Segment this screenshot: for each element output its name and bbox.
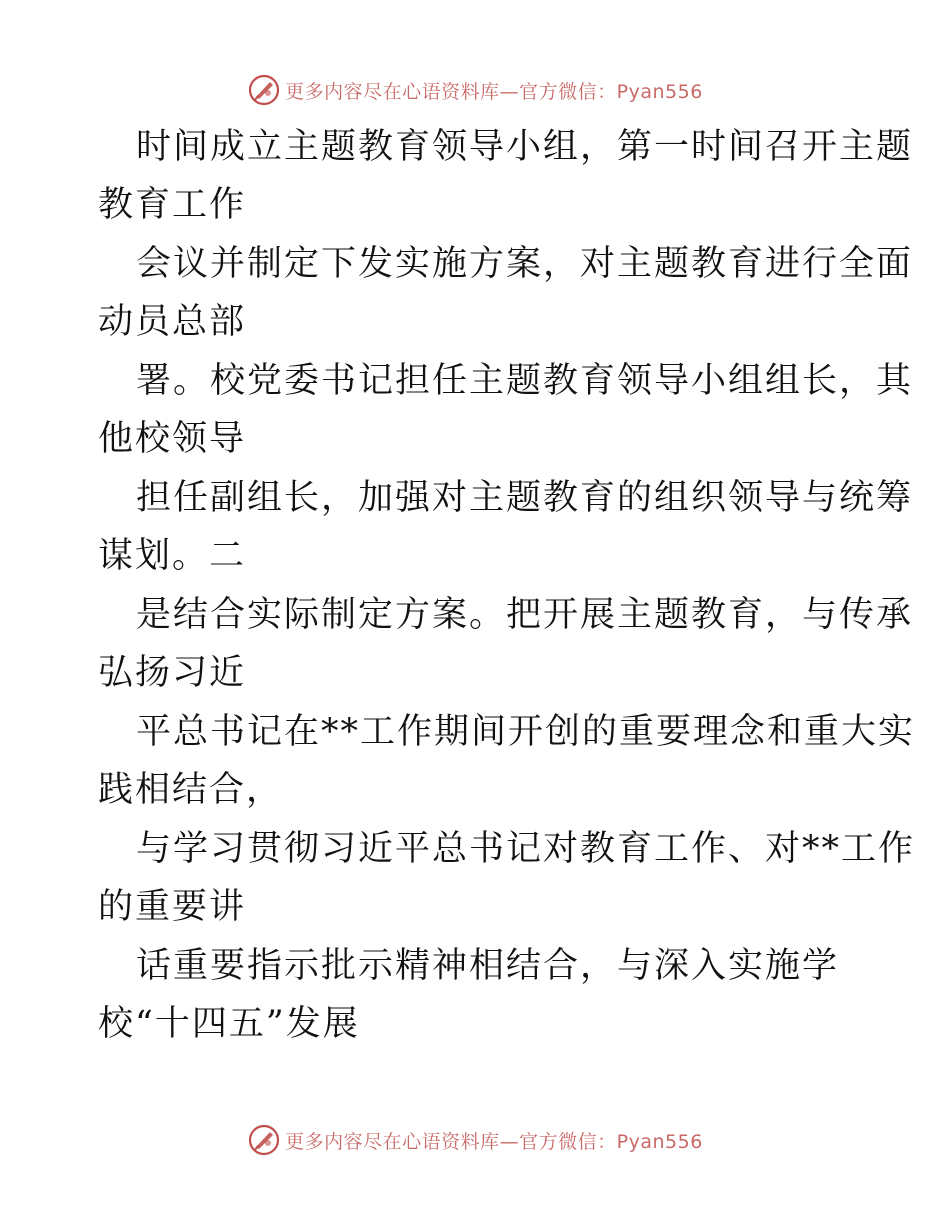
watermark-text: 更多内容尽在心语资料库—官方微信：Pyan556 xyxy=(285,1130,703,1153)
body-line: 校“十四五”发展 xyxy=(98,1004,360,1044)
body-line: 他校领导 xyxy=(98,419,247,459)
watermark-text: 更多内容尽在心语资料库—官方微信：Pyan556 xyxy=(285,80,703,103)
body-line: 署。校党委书记担任主题教育领导小组组长，其 xyxy=(136,361,914,401)
body-line: 教育工作 xyxy=(98,185,247,225)
body-line: 是结合实际制定方案。把开展主题教育，与传承 xyxy=(136,595,914,635)
body-line: 弘扬习近 xyxy=(98,653,247,693)
page-header-watermark xyxy=(0,70,950,110)
quill-seal-icon xyxy=(247,73,281,107)
body-line: 的重要讲 xyxy=(98,887,247,927)
page-footer-watermark xyxy=(0,1120,950,1160)
body-line: 平总书记在**工作期间开创的重要理念和重大实 xyxy=(136,712,916,752)
quill-seal-icon xyxy=(247,1123,281,1157)
body-line: 时间成立主题教育领导小组，第一时间召开主题 xyxy=(136,127,914,167)
body-line: 践相结合， xyxy=(98,770,284,810)
body-line: 话重要指示批示精神相结合，与深入实施学 xyxy=(136,946,840,986)
body-line: 与学习贯彻习近平总书记对教育工作、对**工作 xyxy=(136,829,916,869)
body-line: 会议并制定下发实施方案，对主题教育进行全面 xyxy=(136,244,914,284)
body-line: 动员总部 xyxy=(98,302,247,342)
body-line: 担任副组长，加强对主题教育的组织领导与统筹 xyxy=(136,478,914,518)
body-line: 谋划。二 xyxy=(98,536,247,576)
